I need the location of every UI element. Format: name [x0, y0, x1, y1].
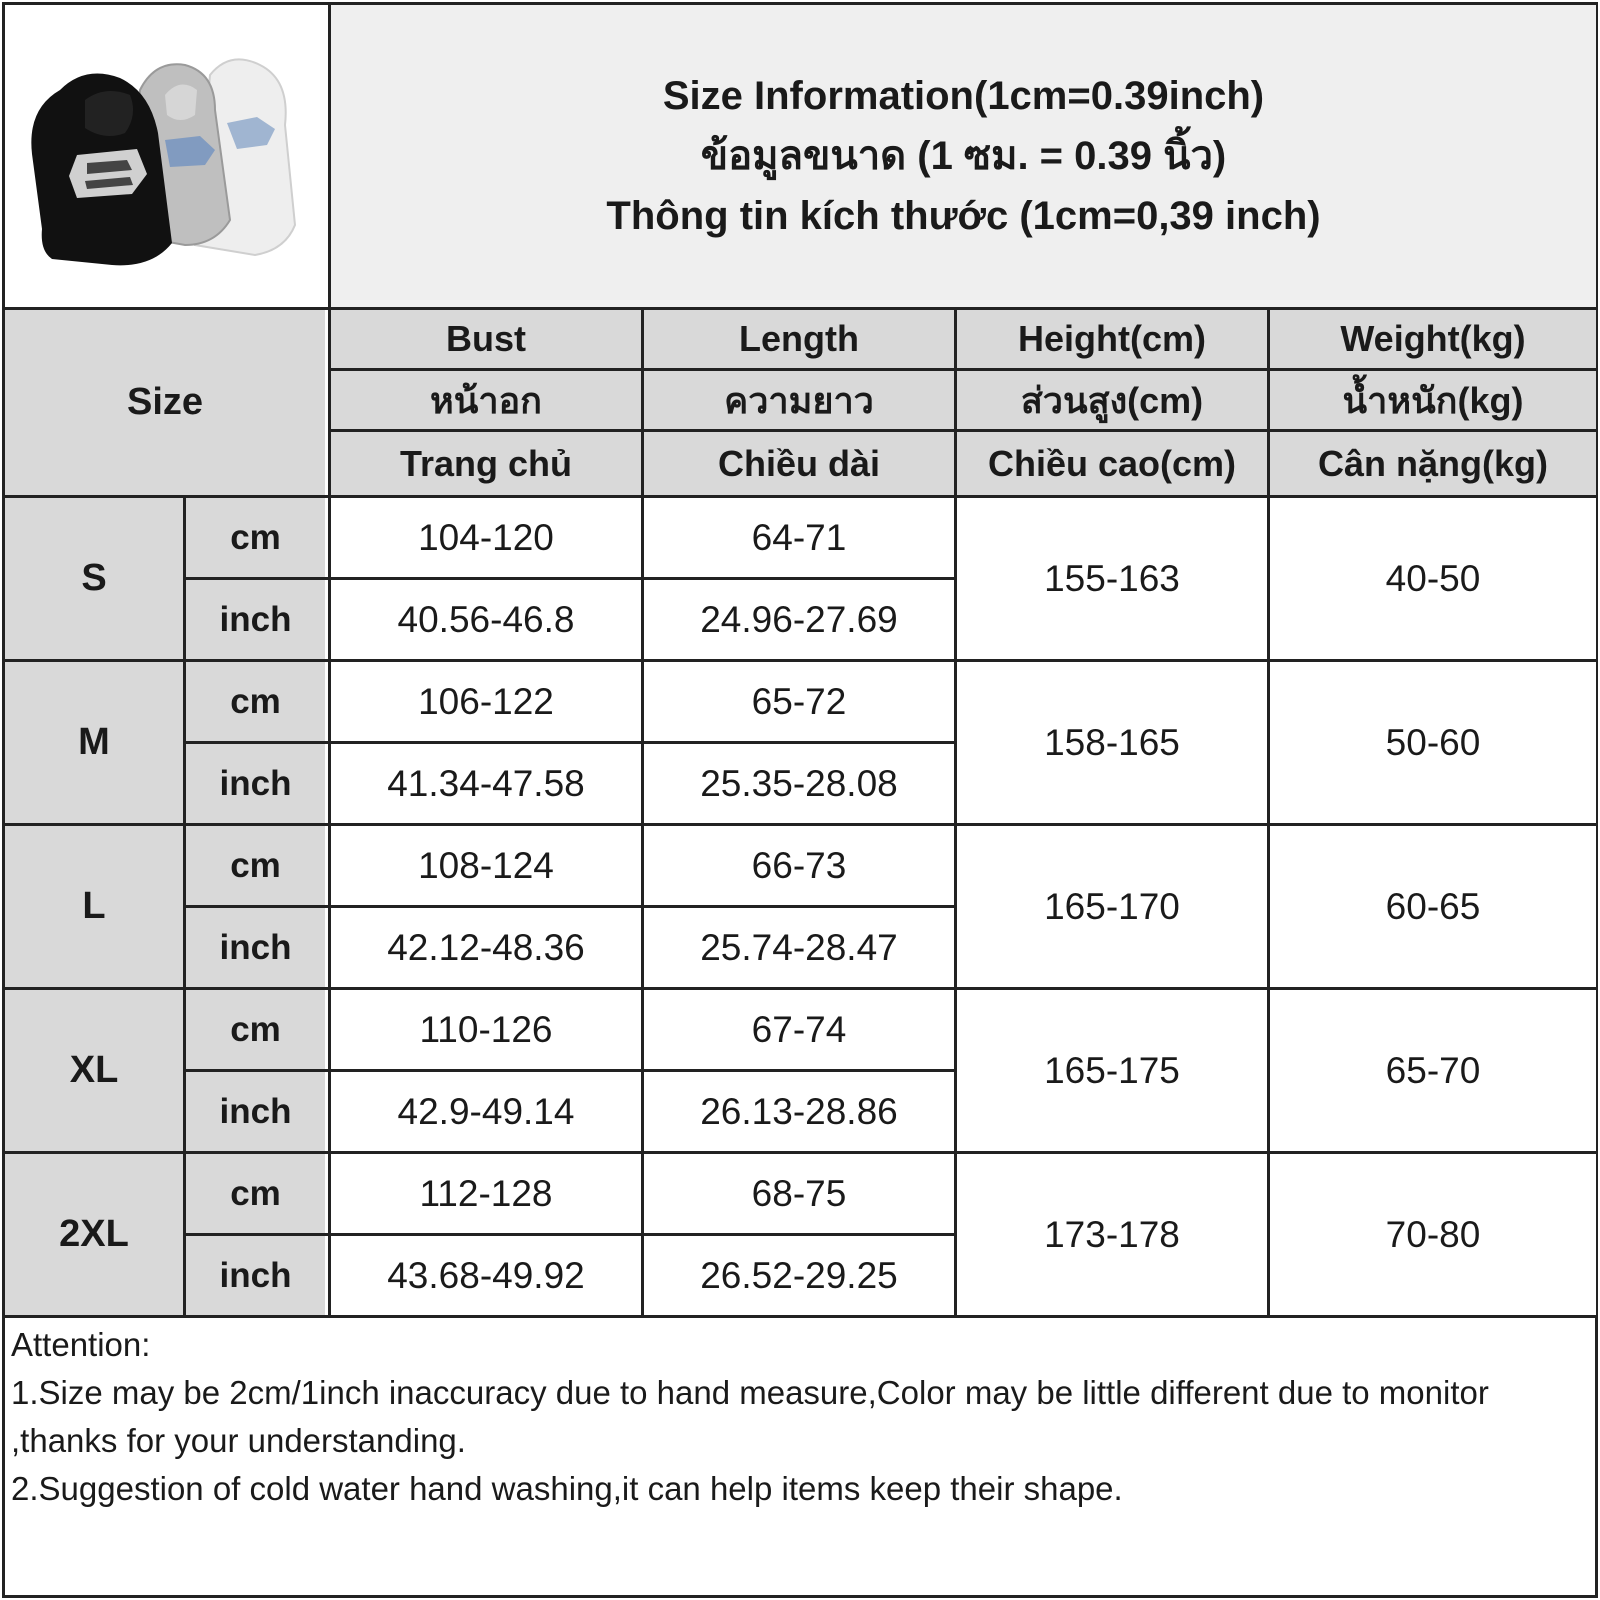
length-header-en: Length	[644, 310, 954, 368]
height-range: 165-170	[957, 826, 1267, 987]
bust-header-en: Bust	[331, 310, 641, 368]
size-label: 2XL	[5, 1154, 183, 1315]
unit-cm: cm	[186, 826, 325, 905]
height-range: 165-175	[957, 990, 1267, 1151]
weight-range: 40-50	[1270, 498, 1596, 659]
grid-line	[5, 659, 1596, 662]
weight-header-en: Weight(kg)	[1270, 310, 1596, 368]
length-cm: 66-73	[644, 826, 954, 905]
length-cm: 68-75	[644, 1154, 954, 1233]
length-header-vi: Chiều dài	[644, 432, 954, 495]
grid-line	[186, 741, 954, 744]
grid-line	[954, 307, 957, 1317]
grid-line	[5, 987, 1596, 990]
bust-inch: 40.56-46.8	[331, 580, 641, 659]
size-header-label: Size	[126, 381, 204, 423]
title-block	[331, 5, 1596, 307]
hoodie-icon	[5, 5, 331, 307]
length-cm: 65-72	[644, 662, 954, 741]
weight-range: 70-80	[1270, 1154, 1596, 1315]
bust-cm: 112-128	[331, 1154, 641, 1233]
grid-line	[186, 1233, 954, 1236]
unit-cm: cm	[186, 662, 325, 741]
size-label: M	[5, 662, 183, 823]
bust-inch: 42.9-49.14	[331, 1072, 641, 1151]
height-header-en: Height(cm)	[957, 310, 1267, 368]
grid-line	[5, 1315, 1596, 1318]
bust-inch: 43.68-49.92	[331, 1236, 641, 1315]
unit-cm: cm	[186, 1154, 325, 1233]
grid-line	[186, 577, 954, 580]
size-header	[5, 310, 325, 495]
size-label: S	[5, 498, 183, 659]
weight-range: 50-60	[1270, 662, 1596, 823]
unit-cm: cm	[186, 498, 325, 577]
unit-inch: inch	[186, 744, 325, 823]
note-1: 1.Size may be 2cm/1inch inaccuracy due to hand measure,Color may be little different due to monitor ,thanks for your understanding.	[11, 1374, 1489, 1459]
length-header-th: ความยาว	[644, 371, 954, 429]
length-inch: 25.74-28.47	[644, 908, 954, 987]
unit-inch: inch	[186, 580, 325, 659]
length-inch: 26.52-29.25	[644, 1236, 954, 1315]
length-inch: 24.96-27.69	[644, 580, 954, 659]
height-range: 155-163	[957, 498, 1267, 659]
length-cm: 67-74	[644, 990, 954, 1069]
height-range: 173-178	[957, 1154, 1267, 1315]
grid-line	[331, 429, 1596, 432]
weight-header-vi: Cân nặng(kg)	[1270, 432, 1596, 495]
unit-inch: inch	[186, 908, 325, 987]
length-cm: 64-71	[644, 498, 954, 577]
grid-line	[328, 5, 331, 1317]
note-2: 2.Suggestion of cold water hand washing,it can help items keep their shape.	[11, 1470, 1123, 1507]
unit-cm: cm	[186, 990, 325, 1069]
grid-line	[331, 368, 1596, 371]
grid-line	[183, 495, 186, 1317]
height-header-th: ส่วนสูง(cm)	[957, 371, 1267, 429]
bust-cm: 104-120	[331, 498, 641, 577]
title-english: Size Information(1cm=0.39inch)	[662, 74, 1265, 118]
length-inch: 25.35-28.08	[644, 744, 954, 823]
size-label: L	[5, 826, 183, 987]
grid-line	[1267, 307, 1270, 1317]
title-thai: ข้อมูลขนาด (1 ซม. = 0.39 นิ้ว)	[700, 134, 1227, 178]
unit-inch: inch	[186, 1236, 325, 1315]
grid-line	[186, 1069, 954, 1072]
weight-header-th: น้ำหนัก(kg)	[1270, 371, 1596, 429]
unit-inch: inch	[186, 1072, 325, 1151]
grid-line	[5, 495, 1596, 498]
bust-header-vi: Trang chủ	[331, 432, 641, 495]
bust-header-th: หน้าอก	[331, 371, 641, 429]
grid-line	[641, 307, 644, 1317]
bust-inch: 41.34-47.58	[331, 744, 641, 823]
length-inch: 26.13-28.86	[644, 1072, 954, 1151]
bust-inch: 42.12-48.36	[331, 908, 641, 987]
size-label: XL	[5, 990, 183, 1151]
height-header-vi: Chiều cao(cm)	[957, 432, 1267, 495]
grid-line	[5, 823, 1596, 826]
grid-line	[5, 307, 1596, 310]
weight-range: 65-70	[1270, 990, 1596, 1151]
bust-cm: 110-126	[331, 990, 641, 1069]
weight-range: 60-65	[1270, 826, 1596, 987]
notes	[5, 1317, 1595, 1587]
size-chart	[2, 2, 1598, 1598]
bust-cm: 108-124	[331, 826, 641, 905]
title-vietnamese: Thông tin kích thước (1cm=0,39 inch)	[606, 194, 1321, 238]
grid-line	[5, 1151, 1596, 1154]
notes-heading: Attention:	[11, 1326, 151, 1363]
grid-line	[186, 905, 954, 908]
bust-cm: 106-122	[331, 662, 641, 741]
product-image	[5, 5, 331, 307]
height-range: 158-165	[957, 662, 1267, 823]
